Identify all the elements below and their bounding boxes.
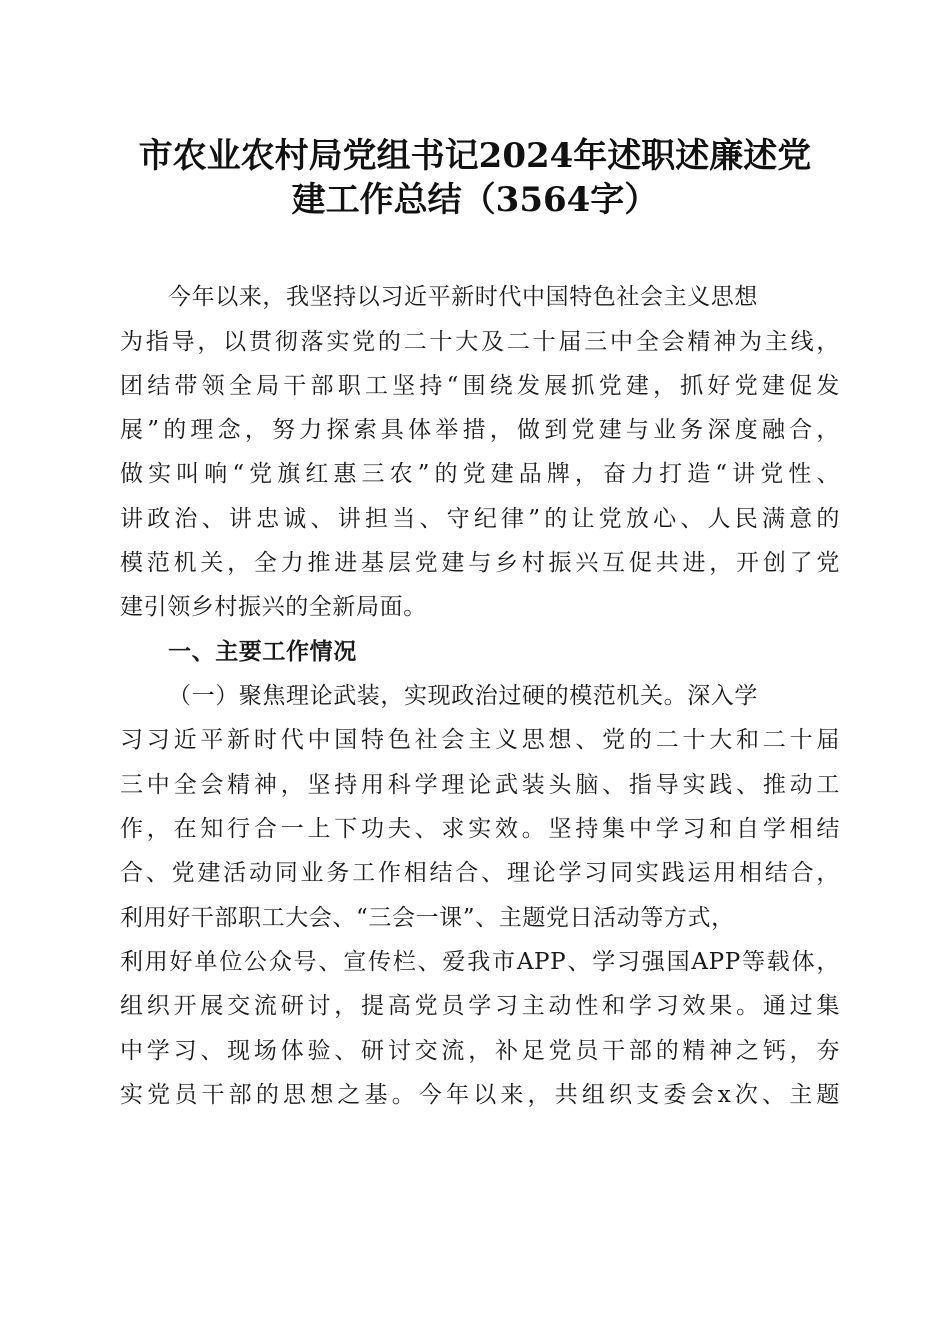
paragraph-line: （一）聚焦理论武装，实现政治过硬的模范机关。深入学	[168, 683, 758, 709]
section-heading: 一、主要工作情况	[168, 639, 357, 665]
paragraph-line: 组织开展交流研讨，提高党员学习主动性和学习效果。通过集	[120, 993, 840, 1019]
paragraph-line: 为指导，以贯彻落实党的二十大及二十届三中全会精神为主线，	[120, 329, 840, 355]
paragraph-line: 中学习、现场体验、研讨交流，补足党员干部的精神之钙，夯	[120, 1038, 840, 1064]
paragraph-line: 作，在知行合一上下功夫、求实效。坚持集中学习和自学相结	[120, 816, 840, 842]
paragraph-line: 讲政治、讲忠诚、讲担当、守纪律”的让党放心、人民满意的	[120, 506, 840, 532]
paragraph-line: 三中全会精神，坚持用科学理论武装头脑、指导实践、推动工	[120, 772, 840, 798]
paragraph-line: 今年以来，我坚持以习近平新时代中国特色社会主义思想	[168, 284, 758, 310]
paragraph-line: 团结带领全局干部职工坚持“围绕发展抓党建，抓好党建促发	[120, 373, 840, 399]
paragraph-line: 做实叫响“党旗红惠三农”的党建品牌，奋力打造“讲党性、	[120, 461, 840, 487]
paragraph-line: 利用好单位公众号、宣传栏、爱我市APP、学习强国APP等载体，	[120, 949, 840, 975]
paragraph-line: 模范机关，全力推进基层党建与乡村振兴互促共进，开创了党	[120, 550, 840, 576]
paragraph-line: 习习近平新时代中国特色社会主义思想、党的二十大和二十届	[120, 727, 840, 753]
document-title-line-2: 建工作总结（3564字）	[291, 180, 659, 220]
paragraph-line: 合、党建活动同业务工作相结合、理论学习同实践运用相结合，	[120, 860, 840, 886]
paragraph-line: 展”的理念，努力探索具体举措，做到党建与业务深度融合，	[120, 417, 840, 443]
paragraph-line: 建引领乡村振兴的全新局面。	[120, 594, 427, 620]
paragraph-line: 实党员干部的思想之基。今年以来，共组织支委会x次、主题	[120, 1082, 840, 1108]
paragraph-line: 利用好干部职工大会、“三会一课”、主题党日活动等方式，	[120, 905, 735, 931]
document-title-line-1: 市农业农村局党组书记2024年述职述廉述党	[138, 136, 812, 176]
